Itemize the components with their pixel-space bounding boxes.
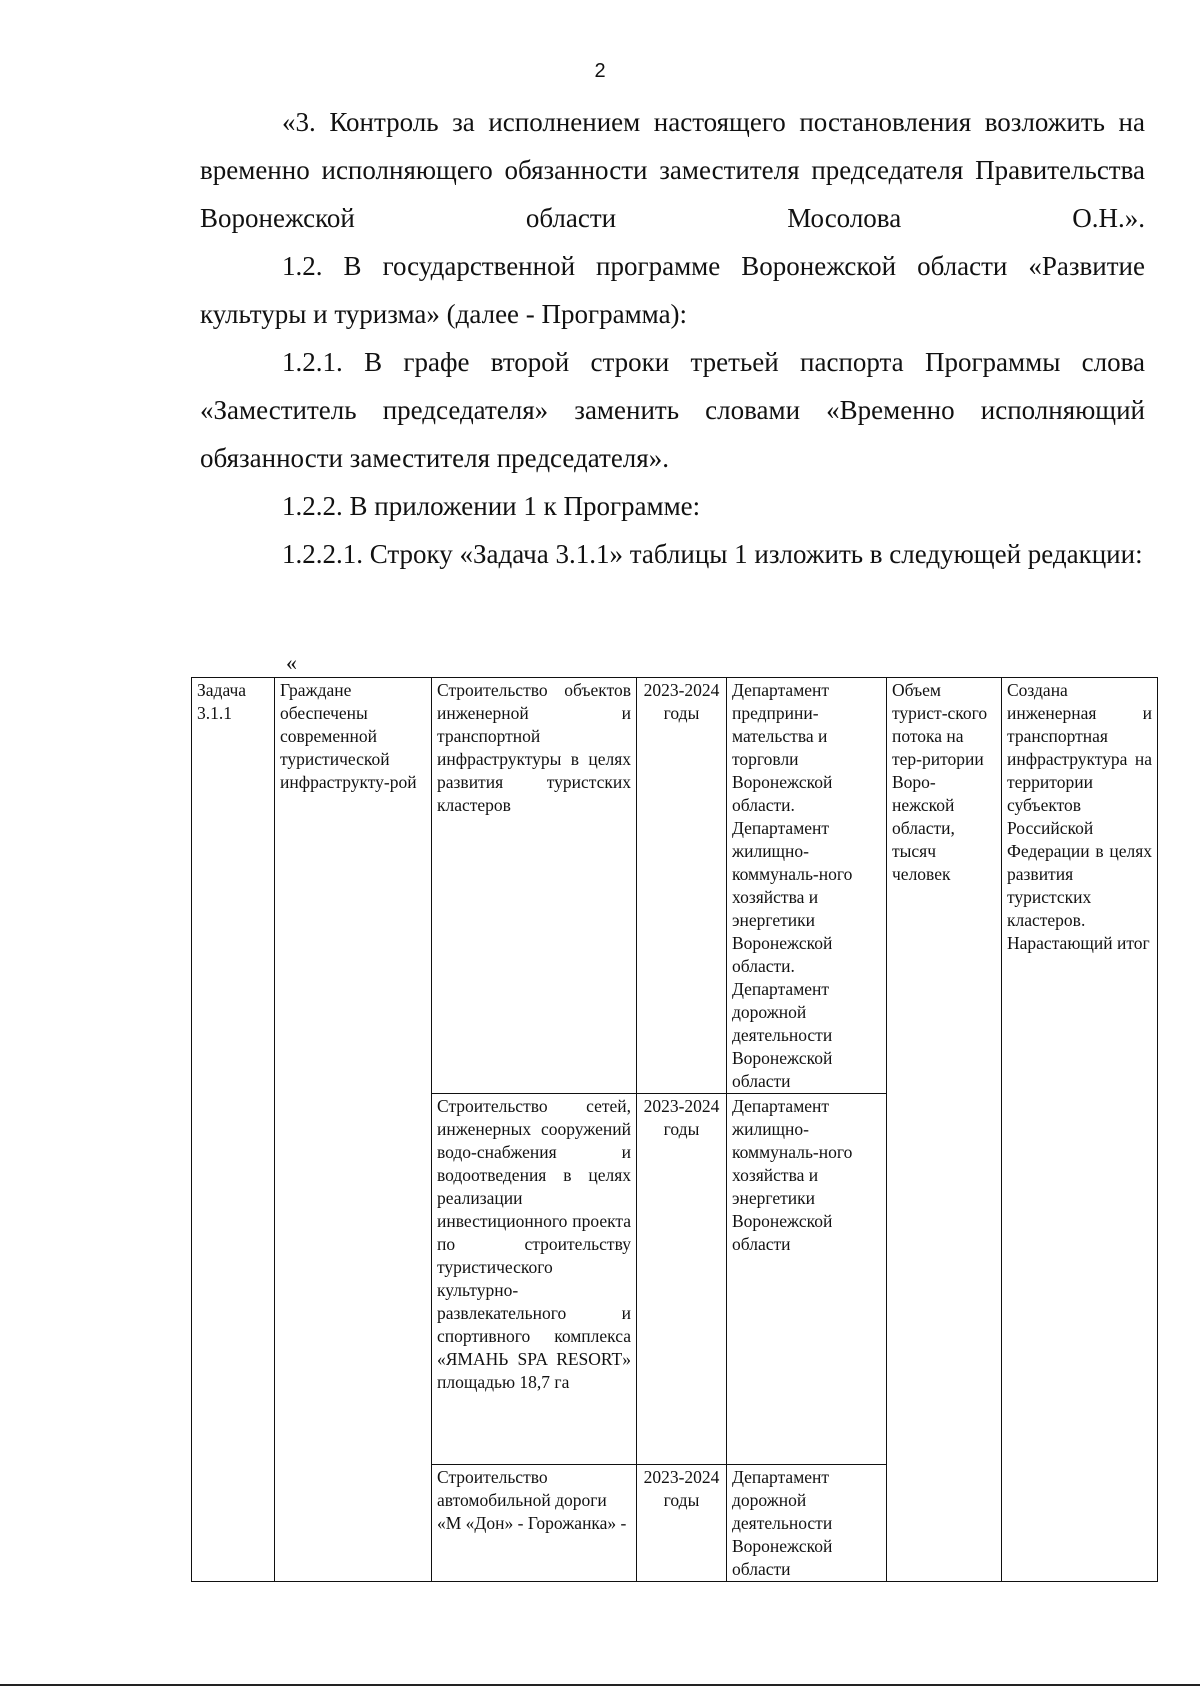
result-cell: Создана инженерная и транспортная инфраструктура на территории субъектов Российской Федерации в целях развития туристских кластеров. Нарастающий итог xyxy=(1002,678,1158,1582)
executor-cell: Департамент предприни-мательства и торговли Воронежской области. Департамент жилищно-коммуналь-ного хозяйства и энергетики Воронежской области. Департамент дорожной деятельности Воронежской области xyxy=(727,678,887,1094)
paragraph-control: «3. Контроль за исполнением настоящего постановления возложить на временно исполняющего обязанности заместителя председателя Правительства Воронежской области Мосолова О.Н.». xyxy=(200,107,1145,233)
activity-cell: Строительство сетей, инженерных сооружений водо-снабжения и водоотведения в целях реализации инвестиционного проекта по строительству туристического культурно-развлекательного и спортивного комплекса «ЯМАНЬ SPA RESORT» площадью 18,7 га xyxy=(432,1094,637,1465)
period-cell: 2023-2024 годы xyxy=(637,1465,727,1582)
activity-cell: Строительство автомобильной дороги «М «Дон» - Горожанка» - xyxy=(432,1465,637,1582)
period-cell: 2023-2024 годы xyxy=(637,1094,727,1465)
indicator-cell: Объем турист-ского потока на тер-ритории Воро-нежской области, тысяч человек xyxy=(887,678,1002,1582)
paragraph-appendix: 1.2.2. В приложении 1 к Программе: xyxy=(282,491,701,521)
body-text xyxy=(200,98,1145,578)
period-cell: 2023-2024 годы xyxy=(637,678,727,1094)
activity-cell: Строительство объектов инженерной и транспортной инфраструктуры в целях развития туристских кластеров xyxy=(432,678,637,1094)
opening-quote-mark: « xyxy=(286,650,297,675)
program-table xyxy=(191,677,1158,1582)
paragraph-passport: 1.2.1. В графе второй строки третьей паспорта Программы слова «Заместитель председателя» заменить словами «Временно исполняющий обязанности заместителя председателя». xyxy=(200,347,1145,473)
paragraph-program: 1.2. В государственной программе Воронежской области «Развитие культуры и туризма» (далее - Программа): xyxy=(200,251,1145,329)
executor-cell: Департамент жилищно-коммуналь-ного хозяйства и энергетики Воронежской области xyxy=(727,1094,887,1465)
table-row xyxy=(192,678,1158,1094)
page-number: 2 xyxy=(594,60,606,82)
task-cell: Задача 3.1.1 xyxy=(192,678,275,1582)
page-bottom-rule xyxy=(0,1684,1200,1686)
goal-cell: Граждане обеспечены современной туристической инфраструкту-рой xyxy=(275,678,432,1582)
paragraph-table-row: 1.2.2.1. Строку «Задача 3.1.1» таблицы 1 изложить в следующей редакции: xyxy=(282,539,1143,569)
executor-cell: Департамент дорожной деятельности Воронежской области xyxy=(727,1465,887,1582)
